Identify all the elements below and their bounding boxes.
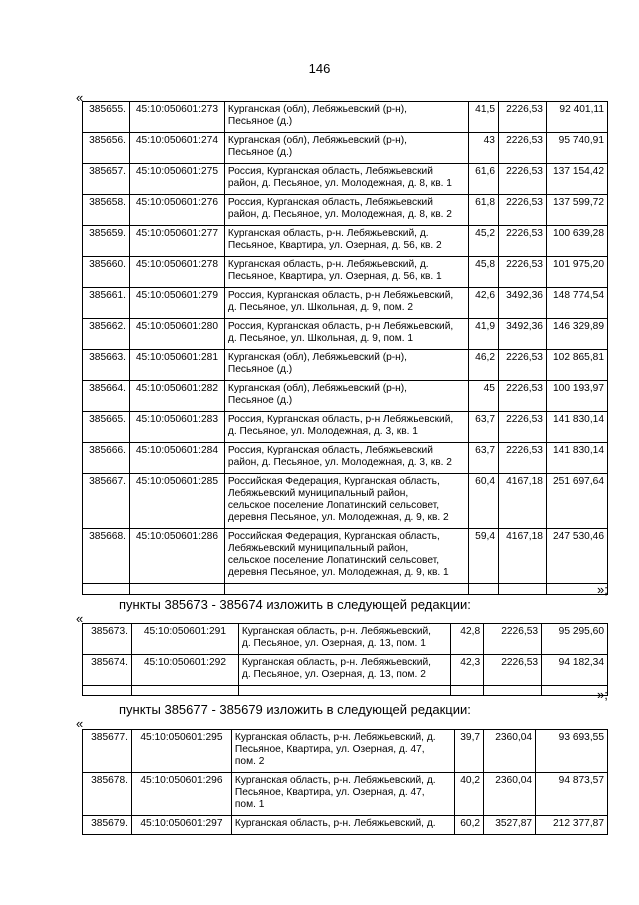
- address-line: Песьяное (д.): [227, 364, 293, 375]
- cadastral-number: 45:10:050601:273: [129, 102, 224, 133]
- address-line: Песьяное (д.): [227, 116, 293, 127]
- item-number: 385659.: [83, 226, 130, 257]
- cadastral-value: 94 182,34: [542, 655, 608, 686]
- address-line: Песьяное, Квартира, ул. Озерная, д. 56, кв. 2: [227, 240, 442, 251]
- address-line: Россия, Курганская область, р-н Лебяжьевский,: [227, 290, 454, 301]
- area-value: 63,7: [469, 443, 499, 474]
- table-row: [83, 816, 608, 835]
- cadastral-number: 45:10:050601:279: [129, 288, 224, 319]
- cadastral-value: 137 599,72: [546, 195, 607, 226]
- address-cell: [224, 319, 468, 350]
- rate-value: 3492,36: [498, 319, 546, 350]
- rate-value: 2226,53: [498, 195, 546, 226]
- area-value: 42,8: [451, 624, 484, 655]
- cadastral-number: 45:10:050601:292: [131, 655, 238, 686]
- area-value: 45: [469, 381, 499, 412]
- cadastral-number: 45:10:050601:296: [131, 773, 231, 816]
- close-quote: »;: [597, 687, 608, 702]
- item-number: 385666.: [83, 443, 130, 474]
- cadastral-number: 45:10:050601:281: [129, 350, 224, 381]
- item-number: 385663.: [83, 350, 130, 381]
- item-number: 385660.: [83, 257, 130, 288]
- address-cell: [224, 474, 468, 529]
- table-row: [83, 529, 608, 584]
- cadastral-value: 141 830,14: [546, 412, 607, 443]
- table-row: [83, 164, 608, 195]
- address-line: Курганская область, р-н. Лебяжьевский,: [241, 626, 431, 637]
- rate-value: 4167,18: [498, 529, 546, 584]
- area-value: 61,8: [469, 195, 499, 226]
- item-number: 385656.: [83, 133, 130, 164]
- table-row: [83, 257, 608, 288]
- rate-value: 2226,53: [484, 624, 542, 655]
- address-line: Курганская (обл), Лебяжьевский (р-н),: [227, 104, 408, 115]
- address-line: Курганская (обл), Лебяжьевский (р-н),: [227, 135, 408, 146]
- cadastral-value: 141 830,14: [546, 443, 607, 474]
- cadastral-value: 137 154,42: [546, 164, 607, 195]
- table-row: [83, 288, 608, 319]
- cadastral-value: 100 193,97: [546, 381, 607, 412]
- table-row: [83, 773, 608, 816]
- area-value: 63,7: [469, 412, 499, 443]
- area-value: 61,6: [469, 164, 499, 195]
- item-number: 385679.: [83, 816, 132, 835]
- address-cell: [224, 381, 468, 412]
- rate-value: 2226,53: [498, 257, 546, 288]
- rate-value: 2226,53: [498, 350, 546, 381]
- item-number: 385657.: [83, 164, 130, 195]
- cadastral-number: 45:10:050601:283: [129, 412, 224, 443]
- address-line: сельское поселение Лопатинский сельсовет,: [227, 555, 440, 566]
- rate-value: 2226,53: [498, 443, 546, 474]
- table-row: [83, 319, 608, 350]
- item-number: 385668.: [83, 529, 130, 584]
- cadastral-value: 94 873,57: [536, 773, 608, 816]
- page-number: 146: [308, 61, 331, 76]
- cadastral-number: 45:10:050601:286: [129, 529, 224, 584]
- cadastral-value: 212 377,87: [536, 816, 608, 835]
- table-row: [83, 102, 608, 133]
- amendment-paragraph: пункты 385677 - 385679 изложить в следующей редакции:: [119, 702, 471, 717]
- rate-value: 2226,53: [484, 655, 542, 686]
- address-line: пом. 1: [234, 799, 265, 810]
- address-cell: [224, 257, 468, 288]
- table-row: [83, 133, 608, 164]
- address-cell: [231, 816, 454, 835]
- address-line: Российская Федерация, Курганская область,: [227, 476, 440, 487]
- address-cell: [224, 412, 468, 443]
- address-line: Курганская область, р-н. Лебяжьевский, д.: [234, 818, 436, 829]
- address-line: Курганская область, р-н. Лебяжьевский, д.: [227, 228, 429, 239]
- table-row: [83, 195, 608, 226]
- table-3: [82, 729, 608, 835]
- address-cell: [238, 624, 450, 655]
- cadastral-value: 100 639,28: [546, 226, 607, 257]
- item-number: 385664.: [83, 381, 130, 412]
- cadastral-number: 45:10:050601:284: [129, 443, 224, 474]
- address-line: пом. 2: [234, 756, 265, 767]
- address-cell: [224, 226, 468, 257]
- table-row: [83, 655, 608, 686]
- amendment-paragraph: пункты 385673 - 385674 изложить в следующей редакции:: [119, 597, 471, 612]
- rate-value: 2226,53: [498, 226, 546, 257]
- rate-value: 2360,04: [484, 730, 536, 773]
- table-1: [82, 101, 608, 595]
- address-line: д. Песьяное, ул. Школьная, д. 9, пом. 1: [227, 333, 414, 344]
- item-number: 385678.: [83, 773, 132, 816]
- open-quote: «: [76, 716, 84, 731]
- address-line: сельское поселение Лопатинский сельсовет,: [227, 500, 440, 511]
- area-value: 42,3: [451, 655, 484, 686]
- area-value: 60,2: [455, 816, 484, 835]
- address-line: Курганская (обл), Лебяжьевский (р-н),: [227, 352, 408, 363]
- address-cell: [224, 164, 468, 195]
- address-cell: [224, 133, 468, 164]
- cadastral-value: 93 693,55: [536, 730, 608, 773]
- close-quote: »;: [597, 582, 608, 597]
- address-line: д. Песьяное, ул. Молодежная, д. 3, кв. 1: [227, 426, 418, 437]
- address-line: Российская Федерация, Курганская область,: [227, 531, 440, 542]
- cadastral-value: 247 530,46: [546, 529, 607, 584]
- area-value: 40,2: [455, 773, 484, 816]
- table-row: [83, 624, 608, 655]
- address-cell: [231, 730, 454, 773]
- address-cell: [238, 655, 450, 686]
- area-value: 41,5: [469, 102, 499, 133]
- open-quote: «: [76, 611, 84, 626]
- address-cell: [224, 443, 468, 474]
- address-line: деревня Песьяное, ул. Молодежная, д. 9, кв. 2: [227, 512, 449, 523]
- address-cell: [224, 288, 468, 319]
- address-line: Россия, Курганская область, Лебяжьевский: [227, 166, 433, 177]
- address-cell: [224, 195, 468, 226]
- cadastral-number: 45:10:050601:297: [131, 816, 231, 835]
- address-cell: [224, 529, 468, 584]
- table-row: [83, 381, 608, 412]
- address-line: Лебяжьевский муниципальный район,: [227, 488, 409, 499]
- rate-value: 2360,04: [484, 773, 536, 816]
- area-value: 60,4: [469, 474, 499, 529]
- address-line: деревня Песьяное, ул. Молодежная, д. 9, кв. 1: [227, 567, 449, 578]
- cadastral-number: 45:10:050601:291: [131, 624, 238, 655]
- address-line: Курганская (обл), Лебяжьевский (р-н),: [227, 383, 408, 394]
- cadastral-value: 102 865,81: [546, 350, 607, 381]
- cadastral-number: 45:10:050601:285: [129, 474, 224, 529]
- table-row: [83, 443, 608, 474]
- area-value: 43: [469, 133, 499, 164]
- cadastral-number: 45:10:050601:278: [129, 257, 224, 288]
- item-number: 385662.: [83, 319, 130, 350]
- address-line: Россия, Курганская область, Лебяжьевский: [227, 197, 433, 208]
- table-row: [83, 350, 608, 381]
- address-cell: [224, 102, 468, 133]
- cadastral-number: 45:10:050601:276: [129, 195, 224, 226]
- area-value: 45,8: [469, 257, 499, 288]
- area-value: 39,7: [455, 730, 484, 773]
- area-value: 41,9: [469, 319, 499, 350]
- item-number: 385661.: [83, 288, 130, 319]
- table-empty-row: [83, 584, 608, 595]
- rate-value: 3492,36: [498, 288, 546, 319]
- address-line: д. Песьяное, ул. Школьная, д. 9, пом. 2: [227, 302, 414, 313]
- cadastral-value: 95 295,60: [542, 624, 608, 655]
- table-empty-row: [83, 686, 608, 696]
- address-line: район, д. Песьяное, ул. Молодежная, д. 8, кв. 1: [227, 178, 452, 189]
- item-number: 385674.: [83, 655, 132, 686]
- table-row: [83, 412, 608, 443]
- item-number: 385677.: [83, 730, 132, 773]
- address-line: район, д. Песьяное, ул. Молодежная, д. 8, кв. 2: [227, 209, 452, 220]
- cadastral-value: 148 774,54: [546, 288, 607, 319]
- address-line: Песьяное (д.): [227, 395, 293, 406]
- cadastral-value: 251 697,64: [546, 474, 607, 529]
- table-row: [83, 226, 608, 257]
- cadastral-value: 95 740,91: [546, 133, 607, 164]
- address-line: д. Песьяное, ул. Озерная, д. 13, пом. 2: [241, 669, 426, 680]
- table-row: [83, 474, 608, 529]
- item-number: 385658.: [83, 195, 130, 226]
- address-line: Песьяное, Квартира, ул. Озерная, д. 47,: [234, 744, 425, 755]
- address-line: Россия, Курганская область, р-н Лебяжьевский,: [227, 414, 454, 425]
- cadastral-number: 45:10:050601:274: [129, 133, 224, 164]
- address-cell: [224, 350, 468, 381]
- address-line: Россия, Курганская область, р-н Лебяжьевский,: [227, 321, 454, 332]
- rate-value: 2226,53: [498, 164, 546, 195]
- item-number: 385655.: [83, 102, 130, 133]
- cadastral-value: 101 975,20: [546, 257, 607, 288]
- rate-value: 2226,53: [498, 102, 546, 133]
- address-line: Песьяное (д.): [227, 147, 293, 158]
- rate-value: 2226,53: [498, 133, 546, 164]
- address-line: Песьяное, Квартира, ул. Озерная, д. 56, кв. 1: [227, 271, 442, 282]
- rate-value: 4167,18: [498, 474, 546, 529]
- address-line: Курганская область, р-н. Лебяжьевский,: [241, 657, 431, 668]
- table-2: [82, 623, 608, 696]
- item-number: 385667.: [83, 474, 130, 529]
- address-line: Россия, Курганская область, Лебяжьевский: [227, 445, 433, 456]
- area-value: 46,2: [469, 350, 499, 381]
- area-value: 45,2: [469, 226, 499, 257]
- address-line: Курганская область, р-н. Лебяжьевский, д.: [234, 732, 436, 743]
- rate-value: 3527,87: [484, 816, 536, 835]
- rate-value: 2226,53: [498, 381, 546, 412]
- area-value: 42,6: [469, 288, 499, 319]
- table-row: [83, 730, 608, 773]
- cadastral-value: 146 329,89: [546, 319, 607, 350]
- cadastral-number: 45:10:050601:295: [131, 730, 231, 773]
- address-line: Лебяжьевский муниципальный район,: [227, 543, 409, 554]
- cadastral-number: 45:10:050601:277: [129, 226, 224, 257]
- item-number: 385673.: [83, 624, 132, 655]
- address-line: Песьяное, Квартира, ул. Озерная, д. 47,: [234, 787, 425, 798]
- cadastral-value: 92 401,11: [546, 102, 607, 133]
- address-cell: [231, 773, 454, 816]
- address-line: д. Песьяное, ул. Озерная, д. 13, пом. 1: [241, 638, 426, 649]
- cadastral-number: 45:10:050601:280: [129, 319, 224, 350]
- address-line: Курганская область, р-н. Лебяжьевский, д.: [234, 775, 436, 786]
- rate-value: 2226,53: [498, 412, 546, 443]
- area-value: 59,4: [469, 529, 499, 584]
- open-quote: «: [76, 90, 84, 105]
- cadastral-number: 45:10:050601:282: [129, 381, 224, 412]
- address-line: Курганская область, р-н. Лебяжьевский, д.: [227, 259, 429, 270]
- item-number: 385665.: [83, 412, 130, 443]
- cadastral-number: 45:10:050601:275: [129, 164, 224, 195]
- address-line: район, д. Песьяное, ул. Молодежная, д. 3, кв. 2: [227, 457, 452, 468]
